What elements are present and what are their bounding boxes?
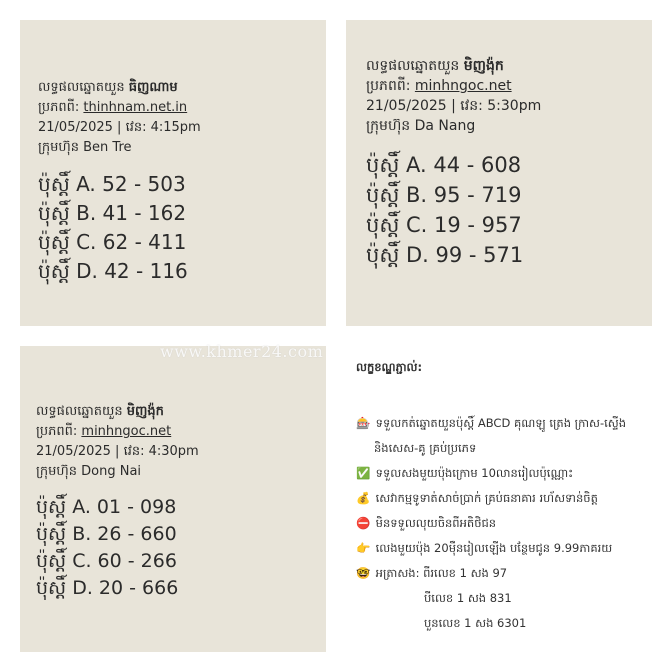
card-title [36,402,326,422]
title-prefix: លទ្ធផលឆ្នោតយួន [36,404,123,419]
result-card-da-nang [346,20,652,326]
source-link[interactable]: minhngoc.net [414,78,512,94]
prize-d: ប៉ុស្តិ៍ D. 20 - 666 [36,577,179,599]
terms-text: សេវាកម្មទូទាត់សាច់ប្រាក់ គ្រប់ធនាគារ រហ័សទាន់ចិត្ត [375,491,598,505]
prize-b: ប៉ុស្តិ៍ B. 95 - 719 [366,183,522,207]
terms-heading: លក្ខខណ្ឌភ្ជាល់: [356,360,423,374]
card-header [366,56,652,136]
datetime: 21/05/2025 | វេន: 4:30pm [36,444,199,459]
datetime: 21/05/2025 | វេន: 4:15pm [38,120,201,135]
terms-text: លេងមួយប៉ុង 20ម៉ឺនរៀលឡើង បន្ថែមជូន 9.99ភាគរយ [375,541,613,555]
pointing-hand-icon: 👉 [356,541,371,555]
terms-line [356,561,656,586]
source-line [38,98,326,118]
source-link[interactable]: minhngoc.net [81,424,172,439]
result-card-dong-nai [20,346,326,652]
terms-line [356,486,656,511]
check-icon: ✅ [356,466,371,480]
prize-b: ប៉ុស្តិ៍ B. 26 - 660 [36,523,177,545]
prize-list [38,170,326,286]
terms-line [356,586,656,611]
prize-list [366,150,652,270]
result-card-ben-tre [20,20,326,326]
prize-a: ប៉ុស្តិ៍ A. 52 - 503 [38,172,186,196]
terms-text: និងសេស-គូ គ្រប់ប្រភេទ [374,441,477,455]
prize-b: ប៉ុស្តិ៍ B. 41 - 162 [38,201,187,225]
terms-line [356,536,656,561]
title-name: មិញង៉ុក [463,58,504,74]
prize-a: ប៉ុស្តិ៍ A. 01 - 098 [36,496,177,518]
prize-d: ប៉ុស្តិ៍ D. 99 - 571 [366,243,524,267]
terms-text: បួនលេខ 1 សង 6301 [424,616,527,630]
terms-text: អត្រាសង: ពីរលេខ 1 សង 97 [375,566,508,580]
card-header [38,78,326,158]
prize-d: ប៉ុស្តិ៍ D. 42 - 116 [38,259,188,283]
terms-line [356,436,656,461]
prize-c: ប៉ុស្តិ៍ C. 19 - 957 [366,213,522,237]
source-label: ប្រភពពី: [38,100,80,115]
money-bag-icon: 💰 [356,491,371,505]
title-name: ធិញណាម [128,80,178,95]
terms-line [356,461,656,486]
company: ក្រុមហ៊ុន Dong Nai [36,464,142,479]
title-prefix: លទ្ធផលឆ្នោតយួន [38,80,125,95]
terms-text: បីលេខ 1 សង 831 [424,591,512,605]
terms-panel [356,360,656,636]
card-title [38,78,326,98]
card-title [366,56,652,76]
terms-line [356,611,656,636]
terms-text: មិនទទួលលុយចិនពីអតិថិជន [375,516,497,530]
terms-line [356,411,656,436]
company: ក្រុមហ៊ុន Da Nang [366,118,476,134]
source-label: ប្រភពពី: [366,78,411,94]
slot-machine-icon: 🎰 [356,416,371,430]
no-entry-icon: ⛔ [356,516,371,530]
source-link[interactable]: thinhnam.net.in [83,100,188,115]
source-line [36,422,326,442]
datetime: 21/05/2025 | វេន: 5:30pm [366,98,542,114]
terms-line [356,511,656,536]
nerd-face-icon: 🤓 [356,566,371,580]
terms-text: ទទួលកត់ឆ្នោតយួនប៉ុស្តិ៍ ABCD គុណឡូ ត្រេង ក្រាស-ស្ទើង [375,416,627,430]
title-name: មិញង៉ុក [126,404,164,419]
prize-c: ប៉ុស្តិ៍ C. 60 - 266 [36,550,177,572]
title-prefix: លទ្ធផលឆ្នោតយួន [366,58,460,74]
source-label: ប្រភពពី: [36,424,78,439]
prize-list [36,494,326,602]
card-header [36,402,326,482]
prize-c: ប៉ុស្តិ៍ C. 62 - 411 [38,230,187,254]
source-line [366,76,652,96]
company: ក្រុមហ៊ុន Ben Tre [38,140,132,155]
prize-a: ប៉ុស្តិ៍ A. 44 - 608 [366,153,522,177]
watermark: www.khmer24.com [160,342,324,361]
terms-text: ទទួលសងមួយប៉ុងក្រោម 10លានរៀលប៉ុណ្ណោះ [375,466,574,480]
